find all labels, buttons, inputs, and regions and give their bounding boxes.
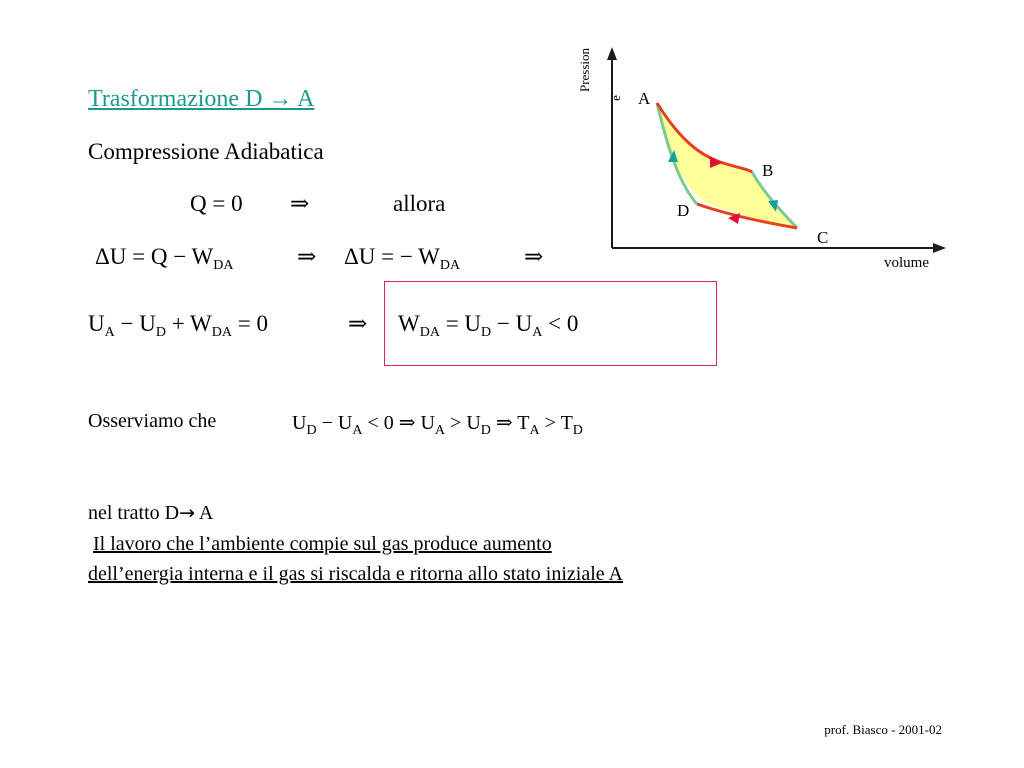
subscript-a: A	[529, 423, 540, 438]
equals-u: = U	[439, 311, 482, 336]
symbol-u: U	[88, 311, 105, 336]
subscript-d: D	[480, 423, 491, 438]
implies-t: ⇒ T	[490, 412, 530, 434]
note-line-2: Il lavoro che l’ambiente compie sul gas produce aumento	[93, 533, 552, 555]
subscript-a: A	[104, 325, 115, 340]
minus-u: − U	[491, 311, 533, 336]
subscript-a: A	[352, 423, 363, 438]
subscript-d: D	[306, 423, 317, 438]
y-axis-label-line1: Pression	[577, 47, 593, 93]
subscript-a: A	[532, 325, 543, 340]
less-implies-u: < 0 ⇒ U	[362, 412, 435, 434]
x-axis-arrow-icon	[933, 243, 946, 253]
delta-u-left: ΔU = Q − W	[95, 244, 214, 269]
subscript-da: DA	[213, 258, 234, 273]
point-label-b: B	[762, 161, 774, 180]
point-label-c: C	[817, 228, 829, 247]
implies-symbol: ⇒	[290, 191, 310, 216]
implies-symbol: ⇒	[524, 244, 544, 269]
note-prefix: nel tratto D	[88, 502, 180, 524]
observe-label: Osserviamo che	[88, 410, 217, 432]
equals-zero: = 0	[231, 311, 268, 336]
greater-t: > T	[539, 412, 573, 434]
subscript-da: DA	[211, 325, 232, 340]
subscript-d: D	[481, 325, 492, 340]
word-allora: allora	[393, 191, 446, 216]
subscript-da: DA	[439, 258, 461, 273]
less-than-zero: < 0	[542, 311, 579, 336]
slide-title: Trasformazione D → A	[88, 86, 315, 112]
slide-subtitle: Compressione Adiabatica	[88, 139, 324, 164]
symbol-w: W	[398, 311, 420, 336]
note-suffix: A	[195, 502, 214, 524]
plus-w: + W	[165, 311, 212, 336]
implies-symbol: ⇒	[348, 311, 368, 336]
right-arrow-icon: →	[179, 502, 196, 524]
y-axis-label	[577, 40, 623, 101]
subscript-d: D	[155, 325, 166, 340]
point-label-a: A	[638, 89, 651, 108]
y-axis-arrow-icon	[607, 47, 617, 60]
minus-u: − U	[114, 311, 156, 336]
note-line-3: dell’energia interna e il gas si riscalda e ritorna allo stato iniziale A	[88, 563, 623, 585]
y-axis-label-line2: e	[607, 95, 623, 101]
delta-u-mid: ΔU = − W	[344, 244, 440, 269]
subscript-a: A	[434, 423, 446, 438]
symbol-u: U	[292, 412, 307, 434]
footer-credit: prof. Biasco - 2001-02	[824, 722, 942, 737]
x-axis-label: volume	[884, 255, 929, 271]
point-label-d: D	[677, 201, 690, 220]
implies-symbol: ⇒	[297, 244, 317, 269]
subscript-da: DA	[419, 325, 440, 340]
equation-q-zero: Q = 0	[190, 191, 243, 216]
subscript-d: D	[572, 423, 583, 438]
greater-u: > U	[445, 412, 481, 434]
minus-u: − U	[316, 412, 353, 434]
